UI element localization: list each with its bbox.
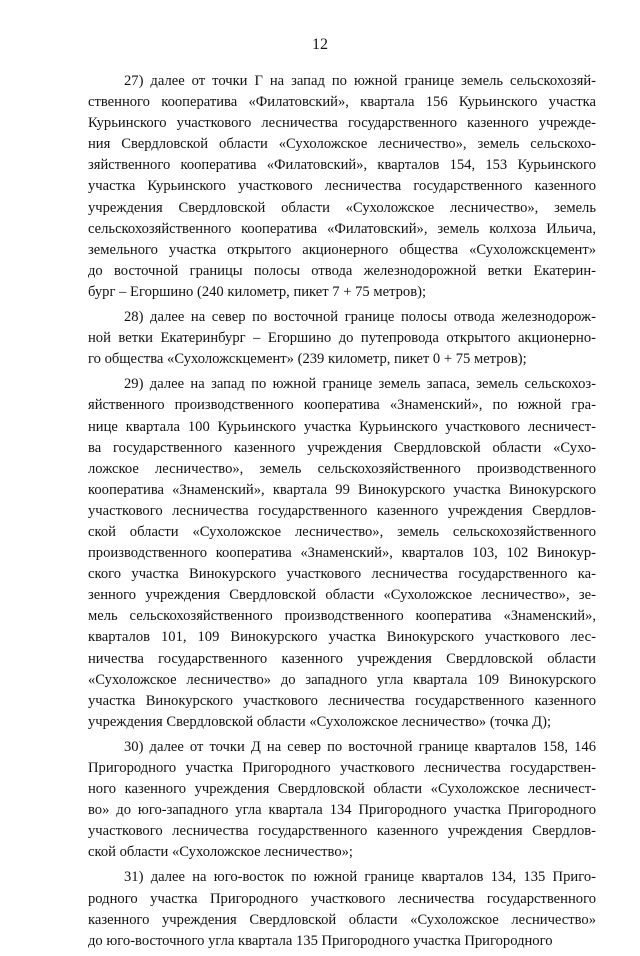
- text-line: 30) далее от точки Д на север по восточной границе кварталов 158, 146: [124, 738, 596, 755]
- text-line: 31) далее на юго-восток по южной границе кварталов 134, 135 Приго-: [124, 869, 596, 886]
- text-line: кооператива «Знаменский», квартала 99 Винокурского участка Винокурского: [88, 481, 596, 498]
- text-line: ственного кооператива «Филатовский», квартала 156 Курьинского участка: [88, 94, 596, 111]
- text-line: участка Курьинского участкового лесничества государственного казенного: [88, 178, 596, 195]
- text-line: зенного учреждения Свердловской области «Сухоложское лесничество», зе-: [88, 587, 596, 604]
- paragraph: [88, 867, 596, 951]
- text-line: ва государственного казенного учреждения Свердловской области «Сухо-: [88, 439, 596, 456]
- text-line: мель сельскохозяйственного производственного кооператива «Знаменский»,: [88, 608, 596, 625]
- text-line: земельного участка открытого акционерного общества «Сухоложскцемент»: [88, 241, 596, 258]
- text-line: участкового лесничества государственного казенного учреждения Свердлов-: [88, 823, 596, 840]
- text-line: участка Винокурского участкового лесничества государственного казенного: [88, 692, 596, 709]
- text-line: ничества государственного казенного учреждения Свердловской области: [88, 650, 596, 667]
- text-line: ской области «Сухоложское лесничество»;: [88, 844, 353, 861]
- page-number: 12: [312, 36, 328, 53]
- text-line: бург – Егоршино (240 километр, пикет 7 + 75 метров);: [88, 283, 427, 300]
- paragraph: [88, 374, 596, 733]
- text-line: Курьинского участкового лесничества государственного казенного учрежде-: [88, 115, 596, 132]
- text-line: го общества «Сухоложскцемент» (239 километр, пикет 0 + 75 метров);: [88, 351, 527, 368]
- text-line: родного участка Пригородного участкового лесничества государственного: [88, 890, 596, 907]
- text-line: ложское лесничество», земель сельскохозяйственного производственного: [88, 460, 596, 477]
- text-line: яйственного производственного кооператива «Знаменский», по южной гра-: [88, 397, 596, 414]
- paragraph: [88, 71, 596, 303]
- text-line: до восточной границы полосы отвода железнодорожной ветки Екатерин-: [88, 262, 596, 279]
- text-line: участкового лесничества государственного казенного учреждения Свердлов-: [88, 502, 596, 519]
- text-line: ной ветки Екатеринбург – Егоршино до путепровода открытого акционерно-: [88, 330, 596, 347]
- text-line: учреждения Свердловской области «Сухоложское лесничество» (точка Д);: [88, 713, 552, 730]
- document-body: [88, 71, 596, 956]
- text-line: производственного кооператива «Знаменский», кварталов 103, 102 Винокур-: [88, 545, 596, 562]
- text-line: учреждения Свердловской области «Сухоложское лесничество», земель: [88, 199, 596, 216]
- text-line: во» до юго-западного угла квартала 134 Пригородного участка Пригородного: [88, 802, 596, 819]
- text-line: ния Свердловской области «Сухоложское лесничество», земель сельскохо-: [88, 136, 596, 153]
- paragraph: [88, 737, 596, 864]
- text-line: «Сухоложское лесничество» до западного угла квартала 109 Винокурского: [88, 671, 596, 688]
- text-line: ского участка Винокурского участкового лесничества государственного ка-: [88, 566, 596, 583]
- text-line: ской области «Сухоложское лесничество», земель сельскохозяйственного: [88, 523, 596, 540]
- text-line: зяйственного кооператива «Филатовский», кварталов 154, 153 Курьинского: [88, 157, 596, 174]
- text-line: 28) далее на север по восточной границе полосы отвода железнодорож-: [124, 309, 596, 326]
- text-line: 29) далее на запад по южной границе земель запаса, земель сельскохоз-: [124, 376, 596, 393]
- text-line: нице квартала 100 Курьинского участка Курьинского участкового лесничест-: [88, 418, 596, 435]
- text-line: кварталов 101, 109 Винокурского участка Винокурского участкового лес-: [88, 629, 596, 646]
- text-line: Пригородного участка Пригородного участкового лесничества государствен-: [88, 760, 596, 776]
- text-line: до юго-восточного угла квартала 135 Пригородного участка Пригородного: [88, 932, 553, 949]
- text-line: сельскохозяйственного кооператива «Филатовский», земель колхоза Ильича,: [88, 220, 596, 237]
- text-line: 27) далее от точки Г на запад по южной границе земель сельскохозяй-: [124, 73, 596, 89]
- paragraph: [88, 307, 596, 370]
- text-line: казенного учреждения Свердловской области «Сухоложское лесничество»: [88, 911, 596, 928]
- text-line: ного казенного учреждения Свердловской области «Сухоложское лесничест-: [88, 781, 596, 798]
